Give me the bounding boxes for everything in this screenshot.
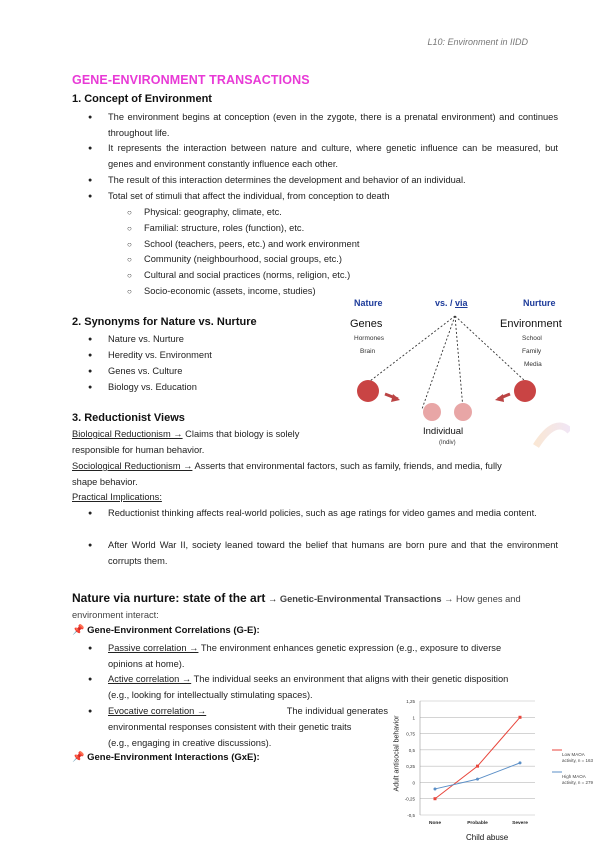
chart-ytick-label: 1,25 [406, 699, 415, 704]
nvn-heading: Nature via nurture: state of the art [72, 591, 266, 605]
active-term: Active correlation → [108, 674, 192, 684]
bio-text-2: responsible for human behavior. [72, 444, 205, 455]
chart-ytick-label: -0,25 [404, 796, 415, 802]
diagram-environment-label: Environment [500, 318, 562, 330]
chart-ytick-label: 0,5 [408, 747, 415, 753]
s1-bullet-3: ● The result of this interaction determines the development and behavior of an individual. [108, 173, 558, 189]
section-1-heading: 1. Concept of Environment [72, 93, 212, 105]
chart-svg [390, 695, 600, 845]
dashed-line-mid-right [455, 316, 463, 409]
nvn-arrow: → [265, 594, 280, 604]
diagram-family-label: Family [522, 348, 542, 355]
evoc-term: ● Evocative correlation → [108, 706, 207, 716]
page-title: GENE-ENVIRONMENT TRANSACTIONS [72, 73, 310, 87]
diagram-individual-label: Individual [423, 426, 464, 437]
chart-xtick-label: None [429, 821, 441, 826]
passive-text-1: The environment enhances genetic expression (e.g., exposure to diverse [198, 643, 502, 653]
bio-text-1: Claims that biology is solely [182, 429, 300, 439]
s2-item: ● Heredity vs. Environment [108, 348, 328, 364]
passive-correlation [108, 641, 558, 673]
arrow-right-head [391, 394, 400, 402]
nature-circle [357, 380, 379, 402]
ge-heading-text: Gene-Environment Correlations (G-E): [87, 625, 260, 636]
s2-item: ● Biology vs. Education [108, 380, 328, 396]
practical-implications-label: Practical Implications: [72, 492, 162, 502]
nurture-circle [514, 380, 536, 402]
s1-bullet-2: ● It represents the interaction between nature and culture, where genetic influence can be measured, but genes and environment constantly influence each other. [108, 141, 558, 173]
soc-reductionism-para [72, 459, 562, 491]
pushpin-icon: 📌 [72, 752, 85, 763]
evoc-text-2: environmental responses consistent with their genetic traits [108, 721, 352, 732]
passive-term: Passive correlation → [108, 643, 199, 653]
vs-text: vs. / [435, 298, 456, 308]
bio-term: Biological Reductionism → [72, 429, 183, 439]
chart-ytick-label: 0,75 [406, 731, 415, 737]
nature-nurture-diagram [340, 296, 570, 456]
diagram-hormones-label: Hormones [354, 335, 384, 342]
evocative-correlation [108, 704, 388, 751]
rainbow-decoration [536, 426, 570, 446]
ge-correlations-heading [72, 625, 260, 636]
section-3-heading: 3. Reductionist Views [72, 412, 185, 424]
nvn-rest-1: → How genes and [441, 594, 521, 604]
arrow-left-head [495, 394, 504, 402]
chart-ytick-label: 0,25 [406, 764, 415, 770]
s1-bullet-1: ● The environment begins at conception (even in the zygote, there is a prenatal environment) and continues throughout life. [108, 110, 558, 142]
chart-point [434, 797, 437, 800]
dashed-line-mid-left [422, 316, 455, 409]
individual-circle-right [454, 403, 472, 421]
diagram-vs-label [435, 298, 468, 308]
chart-point [519, 716, 522, 719]
nvn-gen: Genetic-Environmental Transactions [279, 594, 442, 604]
nvn-rest-2: environment interact: [72, 610, 159, 620]
diagram-nature-label: Nature [354, 298, 383, 308]
soc-term: Sociological Reductionism → [72, 461, 193, 471]
s1-sub-item: ○ Community (neighbourhood, social groups, etc.) [144, 252, 342, 268]
chart-ytick-label: 1 [412, 715, 415, 721]
s3-bullet-1: ● Reductionist thinking affects real-world policies, such as age ratings for video games and media content. [108, 506, 558, 522]
section-2-heading: 2. Synonyms for Nature vs. Nurture [72, 316, 257, 328]
individual-circle-left [423, 403, 441, 421]
chart-xlabel: Child abuse [466, 833, 509, 842]
diagram-school-label: School [522, 335, 542, 342]
gxe-heading [72, 752, 260, 763]
soc-text-2: shape behavior. [72, 476, 138, 487]
evoc-text-3: (e.g., engaging in creative discussions). [108, 737, 272, 748]
s2-item: ● Genes vs. Culture [108, 364, 328, 380]
chart-ylabel: Adult antisocial behavior [393, 715, 401, 792]
s1-sub-item: ○ Physical: geography, climate, etc. [144, 205, 282, 221]
active-text-1: The individual seeks an environment that aligns with their genetic disposition [191, 674, 509, 684]
chart-point [519, 761, 522, 764]
diagram-nurture-label: Nurture [523, 298, 556, 308]
s1-sub-item: ○ Cultural and social practices (norms, religion, etc.) [144, 268, 350, 284]
passive-text-2: opinions at home). [108, 658, 185, 669]
s1-sub-item: ○ Socio-economic (assets, income, studies) [144, 284, 316, 300]
chart-point [476, 765, 479, 768]
maoa-chart [390, 695, 600, 845]
dashed-line-left [370, 316, 455, 381]
s1-sub-item: ○ Familial: structure, roles (function), etc. [144, 221, 304, 237]
chart-ytick-label: 0 [412, 780, 415, 786]
diagram-media-label: Media [524, 361, 542, 368]
s1-bullet-4: ● Total set of stimuli that affect the individual, from conception to death [108, 189, 558, 205]
nature-via-nurture-para [72, 590, 562, 623]
evoc-line-1 [108, 704, 388, 720]
chart-point [434, 787, 437, 790]
s1-sub-item: ○ School (teachers, peers, etc.) and work environment [144, 237, 359, 253]
chart-xtick-label: Severe [512, 821, 528, 826]
chart-point [476, 778, 479, 781]
s3-bullet-2: ● After World War II, society leaned toward the belief that humans are born pure and that the environment corrupts them. [108, 538, 558, 570]
chart-ytick-label: -0,5 [407, 813, 415, 818]
active-text-2: (e.g., looking for intellectually stimulating spaces). [108, 689, 313, 700]
diagram-indiv-sub-label: (Indiv) [439, 440, 456, 446]
evoc-text-1: The individual generates [286, 706, 388, 716]
chart-xtick-label: Probable [467, 821, 488, 826]
soc-text-1: Asserts that environmental factors, such as family, friends, and media, fully [192, 461, 502, 471]
diagram-genes-label: Genes [350, 318, 383, 330]
bio-reductionism-para [72, 427, 372, 459]
via-text: via [455, 298, 468, 308]
page-header: L10: Environment in IIDD [427, 37, 528, 47]
s2-item: ● Nature vs. Nurture [108, 332, 328, 348]
diagram-brain-label: Brain [360, 348, 376, 355]
pushpin-icon: 📌 [72, 625, 85, 636]
gxe-heading-text: Gene-Environment Interactions (GxE): [87, 752, 260, 763]
legend-low-maoa: Low MAOA activity, n = 163 [562, 752, 594, 763]
legend-high-maoa: High MAOA activity, n = 279 [562, 774, 594, 785]
